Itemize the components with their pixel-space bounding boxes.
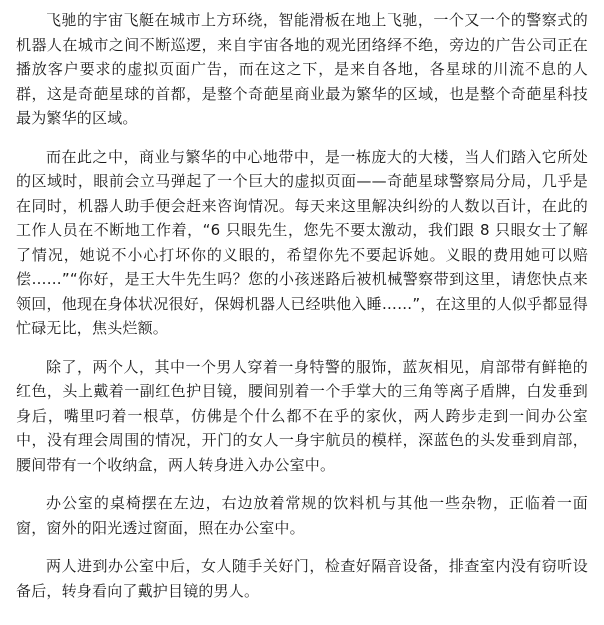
paragraph-1: 飞驰的宇宙飞艇在城市上方环绕，智能滑板在地上飞驰，一个又一个的警察式的机器人在城市之间不断巡逻，来自宇宙各地的观光团络绎不绝，旁边的广告公司正在播放客户要求的虚拟页面广告，而在这之下，是来自各地，各星球的川流不息的人群，这是奇葩星球的首都，是整个奇葩星商业最为繁华的区域，也是整个奇葩星科技最为繁华的区域。 [16,11,588,127]
paragraph-5: 两人进到办公室中后，女人随手关好门，检查好隔音设备，排查室内没有窃听设备后，转身看向了戴护目镜的男人。 [16,557,588,600]
paragraph-4: 办公室的桌椅摆在左边，右边放着常规的饮料机与其他一些杂物，正临着一面窗，窗外的阳光透过窗面，照在办公室中。 [16,494,588,537]
paragraph-3: 除了，两个人，其中一个男人穿着一身特警的服饰，蓝灰相见，肩部带有鲜艳的红色，头上戴着一副红色护目镜，腰间别着一个手掌大的三角等离子盾牌，白发垂到身后，嘴里叼着一根草，仿佛是个什么都不在乎的家伙，两人跨步走到一间办公室中，没有理会周围的情况，开门的女人一身宇航员的模样，深蓝色的头发垂到肩部，腰间带有一个收纳盒，两人转身进入办公室中。 [16,357,588,474]
paragraph-2: 而在此之中，商业与繁华的中心地带中，是一栋庞大的大楼，当人们踏入它所处的区域时，眼前会立马弹起了一个巨大的虚拟页面——奇葩星球警察局分局，几乎是在同时，机器人助手便会赶来咨询情况。每天来这里解决纠纷的人数以百计，在此的工作人员在不断地工作着，“6 只眼先生，您先不要太激动，我们跟 8 只眼女士了解了情况，她说不小心打坏你的义眼的，希望你先不要起诉她。义眼的费用她可以赔偿……”“你好，是王大牛先生吗？您的小孩迷路后被机械警察带到这里，请您快点来领回，他现在身体状况很好，保姆机器人已经哄他入睡……”，在这里的人似乎都显得忙碌无比，焦头烂额。 [16,147,588,337]
